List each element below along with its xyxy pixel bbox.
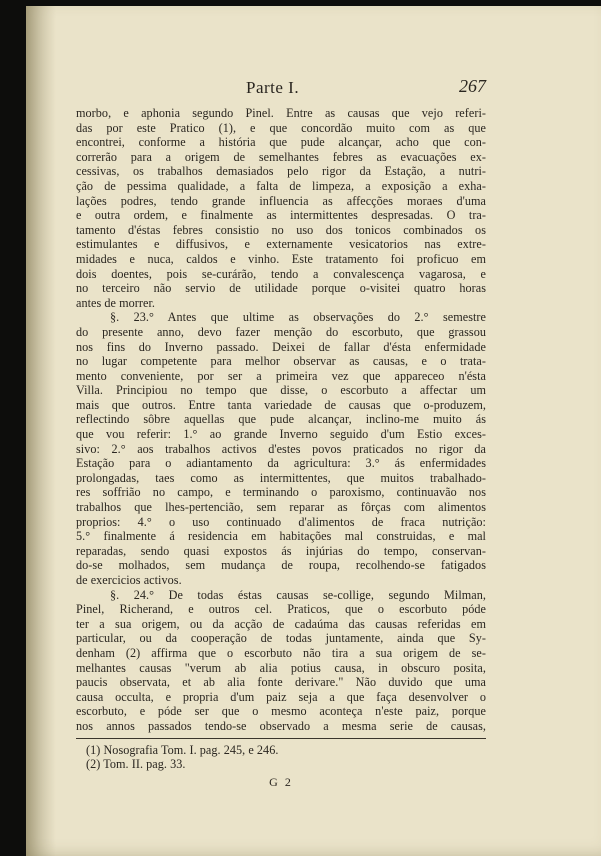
- body-line: ter a sua origem, ou da acção de cadaúma das causas referidas em: [76, 616, 486, 631]
- body-line: reparadas, sendo quasi expostos ás injúrias do tempo, conservan-: [76, 543, 486, 558]
- footnote-1: (1) Nosografia Tom. I. pag. 245, e 246.: [86, 742, 279, 757]
- body-line: correrão para a origem de semelhantes febres as evacuações ex-: [76, 149, 486, 164]
- book-page: [26, 6, 601, 856]
- body-line: de exercicios activos.: [76, 573, 182, 587]
- body-line: 5.° finalmente á residencia em habitações mal construidas, e mal: [76, 529, 486, 544]
- body-line: do-se molhados, sem mudança de roupa, recolhendo-se fatigados: [76, 558, 486, 573]
- body-line: causa occulta, e propria d'um paiz seja a que faça desenvolver o: [76, 689, 486, 704]
- body-line: Pinel, Richerand, e outros cel. Praticos, que o escorbuto póde: [76, 602, 486, 617]
- body-line: melhantes causas "verum ab alia potius causa, in obscuro posita,: [76, 660, 486, 675]
- body-line: do presente anno, devo fazer menção do escorbuto, que grassou: [76, 324, 486, 339]
- body-line: no terceiro não servio de utilidade porque o-visitei quatro horas: [76, 281, 486, 296]
- section-24-start: §. 24.° De todas éstas causas se-collige, segundo Milman,: [110, 587, 486, 602]
- body-line: denham (2) affirma que o escorbuto não tira a sua origem de se-: [76, 645, 486, 660]
- body-line: cessivas, os trabalhos demasiados pelo rigor da Estação, a nutri-: [76, 164, 486, 179]
- body-line: trabalhos que lhes-pertencião, sem reparar as fôrças com alimentos: [76, 500, 486, 515]
- body-line: reflectindo sôbre aquellas que pude alcançar, inclino-me muito ás: [76, 412, 486, 427]
- body-line: tamento d'éstas febres consistio no uso dos tonicos combinados os: [76, 222, 486, 237]
- body-line: que vou referir: 1.° ao grande Inverno seguido d'um Estio exces-: [76, 427, 486, 442]
- footnotes: [76, 743, 486, 772]
- body-line: estimulantes e diffusivos, e externamente vesicatorios nas extre-: [76, 237, 486, 252]
- body-line: escorbuto, e póde ser que o mesmo aconteça n'este paiz, porque: [76, 704, 486, 719]
- body-line: mento conveniente, por ser a primeira vez que appareceo n'ésta: [76, 368, 486, 383]
- body-line: nos annos passados tendo-se observado a mesma serie de causas,: [76, 718, 486, 733]
- body-line: paucis observata, et ab alia fonte derivare." Não duvido que uma: [76, 675, 486, 690]
- running-head: [76, 74, 486, 100]
- body-line: antes de morrer.: [76, 295, 155, 310]
- body-line: mais que outros. Entre tanta variedade de causas que o-produzem,: [76, 397, 486, 412]
- body-line: Estação para o adiantamento da agricultura: 3.° ás enfermidades: [76, 456, 486, 471]
- footnote-2: (2) Tom. II. pag. 33.: [86, 757, 186, 772]
- body-line: encontrei, conforme a história que pude alcançar, acho que con-: [76, 135, 486, 150]
- body-line: lações podres, tendo grande influencia as affecções moraes d'uma: [76, 193, 486, 208]
- body-line: res soffrião no campo, e terminando o paroxismo, continuavão nos: [76, 485, 486, 500]
- body-line: dois doentes, pois se-curárão, tendo a convalescença vagarosa, e: [76, 266, 486, 281]
- body-line: proprios: 4.° o uso continuado d'alimentos de fraca nutrição:: [76, 514, 486, 529]
- body-line: no lugar competente para melhor observar as causas, e o trata-: [76, 354, 486, 369]
- footnote-divider: [76, 738, 486, 739]
- body-line: sivo: 2.° aos trabalhos activos d'estes povos praticados no rigor da: [76, 441, 486, 456]
- body-line: e outra ordem, e finalmente as intermittentes despresadas. O tra-: [76, 208, 486, 223]
- page-number: 267: [459, 76, 486, 96]
- signature-mark: G 2: [269, 774, 293, 789]
- body-line: das por este Pratico (1), e que concordão muito com as que: [76, 120, 486, 135]
- body-line: midades e nuca, caldos e vinho. Este tratamento foi proficuo em: [76, 251, 486, 266]
- running-head-title: Parte I.: [246, 78, 300, 97]
- body-line: prolongadas, taes como as intermittentes, que muitos trabalhado-: [76, 470, 486, 485]
- page-spine-shadow: [26, 6, 56, 856]
- body-line: morbo, e aphonia segundo Pinel. Entre as causas que vejo referi-: [76, 106, 486, 120]
- body-line: Villa. Principiou no tempo que disse, o escorbuto a affectar um: [76, 383, 486, 398]
- body-line: ção de pessima qualidade, a falta de limpeza, a exposição a exha-: [76, 178, 486, 193]
- section-23-start: §. 23.° Antes que ultime as observações do 2.° semestre: [110, 310, 486, 325]
- text-block: [76, 74, 486, 790]
- body-line: nos fins do Inverno passado. Deixei de fallar d'ésta enfermidade: [76, 339, 486, 354]
- body-text: [76, 106, 486, 734]
- body-line: particular, ou da cooperação de todas juntamente, ainda que Sy-: [76, 631, 486, 646]
